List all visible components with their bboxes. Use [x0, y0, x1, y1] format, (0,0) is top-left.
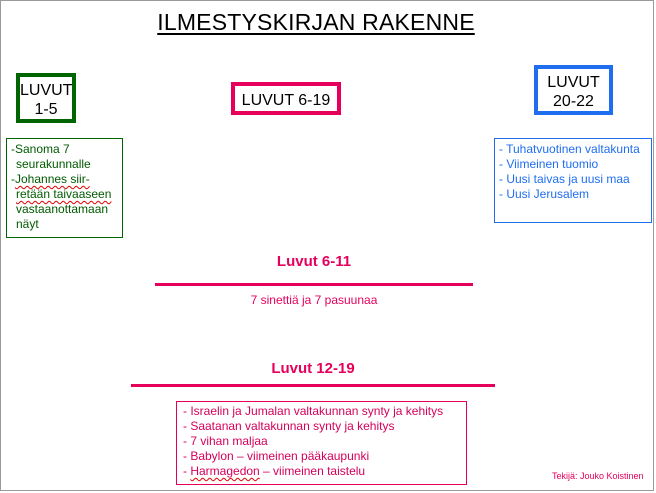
author-credit: Tekijä: Jouko Koistinen: [552, 471, 644, 481]
content-text: retään taivaaseen: [16, 187, 112, 201]
section-6-11-subtitle: 7 sinettiä ja 7 pasuunaa: [250, 293, 378, 307]
item-dash: -: [183, 464, 191, 478]
list-item: [183, 464, 460, 479]
content-line: vastaanottamaan: [16, 202, 109, 216]
item-keyword: Harmagedon: [190, 464, 260, 478]
chapters-20-22-box: [534, 65, 613, 115]
chapters-20-22-content: [494, 138, 652, 223]
list-item: - Babylon – viimeinen pääkaupunki: [183, 449, 370, 463]
list-item: - Viimeinen tuomio: [499, 157, 599, 171]
chapters-20-22-label: LUVUT: [547, 74, 600, 91]
list-item: - Uusi Jerusalem: [499, 187, 590, 201]
chapters-6-19-box: [231, 82, 341, 115]
section-6-11-divider: [155, 283, 473, 286]
chapters-1-5-content: [6, 138, 123, 238]
chapters-6-19-label: LUVUT 6-19: [241, 92, 331, 109]
chapters-1-5-label: LUVUT: [20, 82, 73, 99]
content-text: Johannes siir-: [15, 172, 90, 186]
page-title: ILMESTYSKIRJAN RAKENNE: [157, 9, 475, 35]
section-12-19-title: Luvut 12-19: [271, 360, 355, 377]
content-dash: -: [11, 172, 15, 186]
list-item: - 7 vihan maljaa: [183, 434, 268, 448]
item-text: – viimeinen taistelu: [259, 464, 366, 478]
content-line: seurakunnalle: [16, 157, 91, 171]
chapters-12-19-content: [176, 401, 467, 485]
chapters-20-22-range: 20-22: [553, 93, 594, 110]
chapters-1-5-range: 1-5: [34, 101, 58, 118]
list-item: - Uusi taivas ja uusi maa: [499, 172, 630, 186]
content-line: näyt: [16, 217, 39, 231]
content-line: [11, 187, 118, 202]
chapters-1-5-box: [16, 73, 76, 123]
section-12-19-divider: [131, 384, 495, 387]
section-6-11-title: Luvut 6-11: [276, 253, 352, 270]
content-line: -Sanoma 7: [11, 142, 70, 156]
list-item: - Tuhatvuotinen valtakunta: [499, 142, 640, 156]
list-item: - Israelin ja Jumalan valtakunnan synty ja kehitys: [183, 404, 444, 418]
list-item: - Saatanan valtakunnan synty ja kehitys: [183, 419, 395, 433]
content-line: [11, 172, 118, 187]
